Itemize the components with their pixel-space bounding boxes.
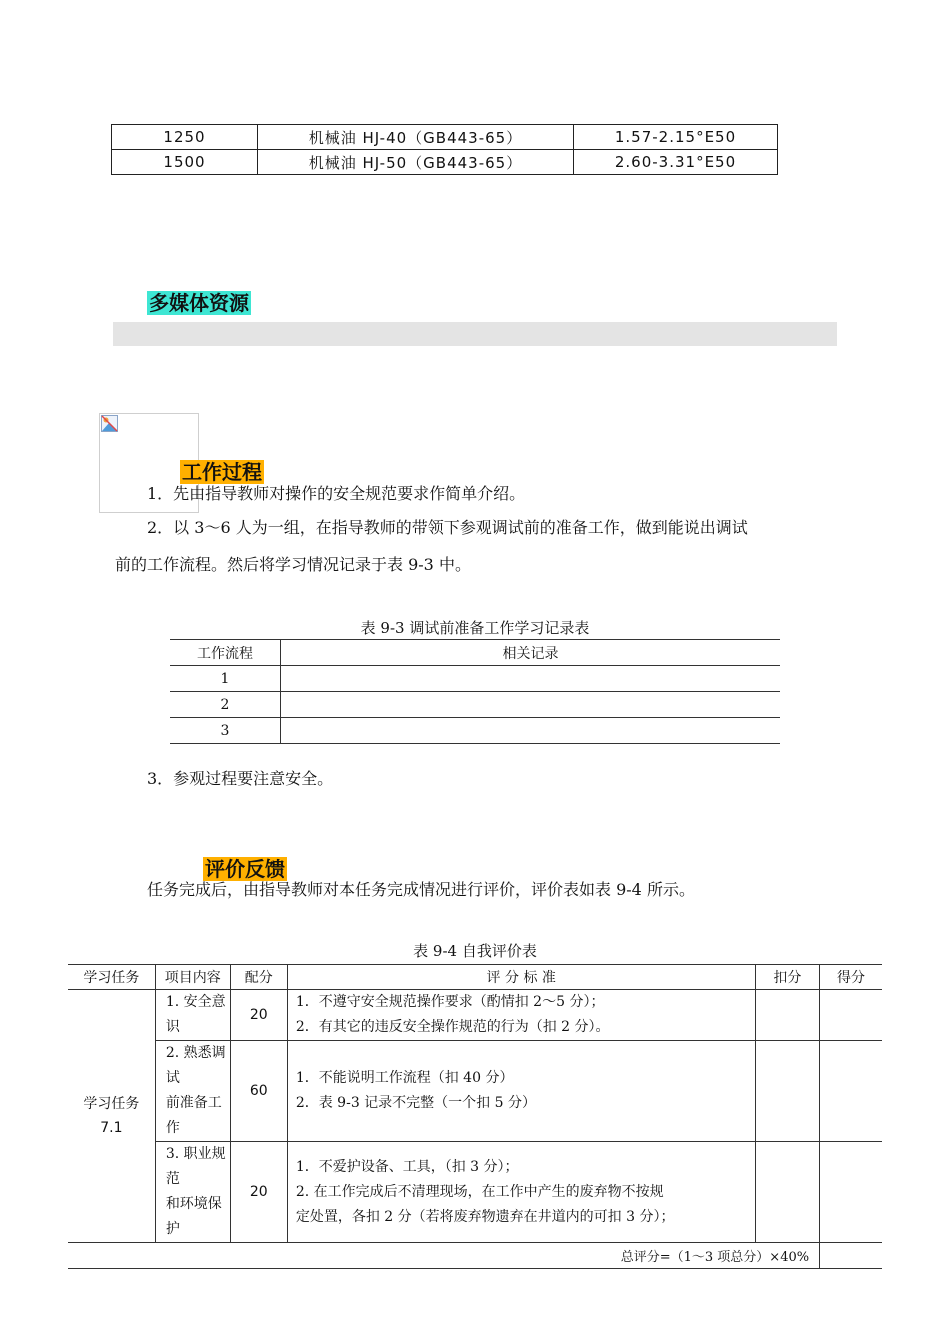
table-cell: 机械油 HJ-50（GB443-65） xyxy=(258,150,574,175)
column-header: 配分 xyxy=(230,965,287,990)
table-header-row xyxy=(68,965,882,990)
table-cell: 1500 xyxy=(112,150,258,175)
criteria-cell xyxy=(287,1142,755,1243)
table-caption: 表 9-3 调试前准备工作学习记录表 xyxy=(360,619,590,637)
column-header: 项目内容 xyxy=(155,965,230,990)
paragraph: 1．先由指导教师对操作的安全规范要求作简单介绍。 xyxy=(147,484,526,503)
table-cell: 1 xyxy=(170,666,281,692)
column-header: 得分 xyxy=(820,965,882,990)
total-score-cell[interactable] xyxy=(820,1243,882,1269)
record-cell[interactable] xyxy=(281,692,781,718)
item-label: 前准备工作 xyxy=(165,1095,222,1136)
criteria-line: 定处置，各扣 2 分（若将废弃物遗弃在井道内的可扣 3 分）； xyxy=(295,1208,675,1225)
item-label: 1. 安全意识 xyxy=(165,994,226,1035)
criteria-cell xyxy=(287,1041,755,1142)
criteria-line: 2. 在工作完成后不清理现场，在工作中产生的废弃物不按规 xyxy=(295,1183,664,1200)
criteria-line: 1．不遵守安全规范操作要求（酌情扣 2～5 分）； xyxy=(295,994,605,1010)
paragraph: 前的工作流程。然后将学习情况记录于表 9-3 中。 xyxy=(115,555,471,574)
task-cell xyxy=(68,990,155,1243)
item-content xyxy=(155,1041,230,1142)
deduct-cell[interactable] xyxy=(755,1142,819,1243)
table-row xyxy=(68,1041,882,1142)
work-process-heading xyxy=(180,456,264,485)
table-row xyxy=(68,1142,882,1243)
paragraph: 任务完成后，由指导教师对本任务完成情况进行评价，评价表如表 9-4 所示。 xyxy=(147,880,695,899)
broken-image-icon xyxy=(101,415,118,432)
get-cell[interactable] xyxy=(820,1041,882,1142)
multimedia-heading xyxy=(147,287,251,316)
table-row xyxy=(170,692,780,718)
paragraph: 2．以 3～6 人为一组，在指导教师的带领下参观调试前的准备工作，做到能说出调试 xyxy=(147,518,748,537)
oil-spec-table xyxy=(111,124,778,175)
table-cell: 1250 xyxy=(112,125,258,150)
item-label: 2. 熟悉调试 xyxy=(165,1045,226,1086)
table-cell: 1.57-2.15°E50 xyxy=(574,125,778,150)
item-label: 3. 职业规范 xyxy=(165,1146,226,1187)
work-process-heading-text: 工作过程 xyxy=(182,460,262,484)
total-label: 总评分=（1～3 项总分）×40% xyxy=(68,1243,820,1269)
get-cell[interactable] xyxy=(820,990,882,1041)
column-header: 评 分 标 准 xyxy=(287,965,755,990)
item-content xyxy=(155,1142,230,1243)
table-cell: 机械油 HJ-40（GB443-65） xyxy=(258,125,574,150)
criteria-line: 2．表 9-3 记录不完整（一个扣 5 分） xyxy=(295,1095,536,1111)
table-header-row xyxy=(170,640,780,666)
evaluation-heading-text: 评价反馈 xyxy=(205,857,285,881)
column-header: 工作流程 xyxy=(170,640,281,666)
item-score: 20 xyxy=(230,990,287,1041)
task-number: 7.1 xyxy=(100,1120,123,1136)
item-label: 和环境保护 xyxy=(165,1196,222,1237)
table-cell: 2.60-3.31°E50 xyxy=(574,150,778,175)
criteria-line: 1．不爱护设备、工具，（扣 3 分）； xyxy=(295,1158,519,1175)
multimedia-heading-text: 多媒体资源 xyxy=(149,291,249,315)
table-row xyxy=(112,150,778,175)
self-evaluation-table xyxy=(68,964,882,1269)
table-row xyxy=(170,718,780,744)
table-cell: 3 xyxy=(170,718,281,744)
criteria-line: 1．不能说明工作流程（扣 40 分） xyxy=(295,1070,514,1086)
column-header: 相关记录 xyxy=(281,640,781,666)
deduct-cell[interactable] xyxy=(755,1041,819,1142)
item-content xyxy=(155,990,230,1041)
item-score: 20 xyxy=(230,1142,287,1243)
item-score: 60 xyxy=(230,1041,287,1142)
table-row xyxy=(112,125,778,150)
table-row xyxy=(170,666,780,692)
total-row xyxy=(68,1243,882,1269)
table-cell: 2 xyxy=(170,692,281,718)
study-record-table xyxy=(170,639,780,744)
column-header: 学习任务 xyxy=(68,965,155,990)
criteria-line: 2．有其它的违反安全操作规范的行为（扣 2 分）。 xyxy=(295,1019,610,1035)
table-caption: 表 9-4 自我评价表 xyxy=(413,942,537,960)
criteria-cell xyxy=(287,990,755,1041)
column-header: 扣分 xyxy=(755,965,819,990)
deduct-cell[interactable] xyxy=(755,990,819,1041)
multimedia-resource-bar[interactable] xyxy=(113,322,837,346)
get-cell[interactable] xyxy=(820,1142,882,1243)
record-cell[interactable] xyxy=(281,666,781,692)
paragraph: 3．参观过程要注意安全。 xyxy=(147,769,334,788)
record-cell[interactable] xyxy=(281,718,781,744)
task-name: 学习任务 xyxy=(83,1096,140,1112)
table-row xyxy=(68,990,882,1041)
